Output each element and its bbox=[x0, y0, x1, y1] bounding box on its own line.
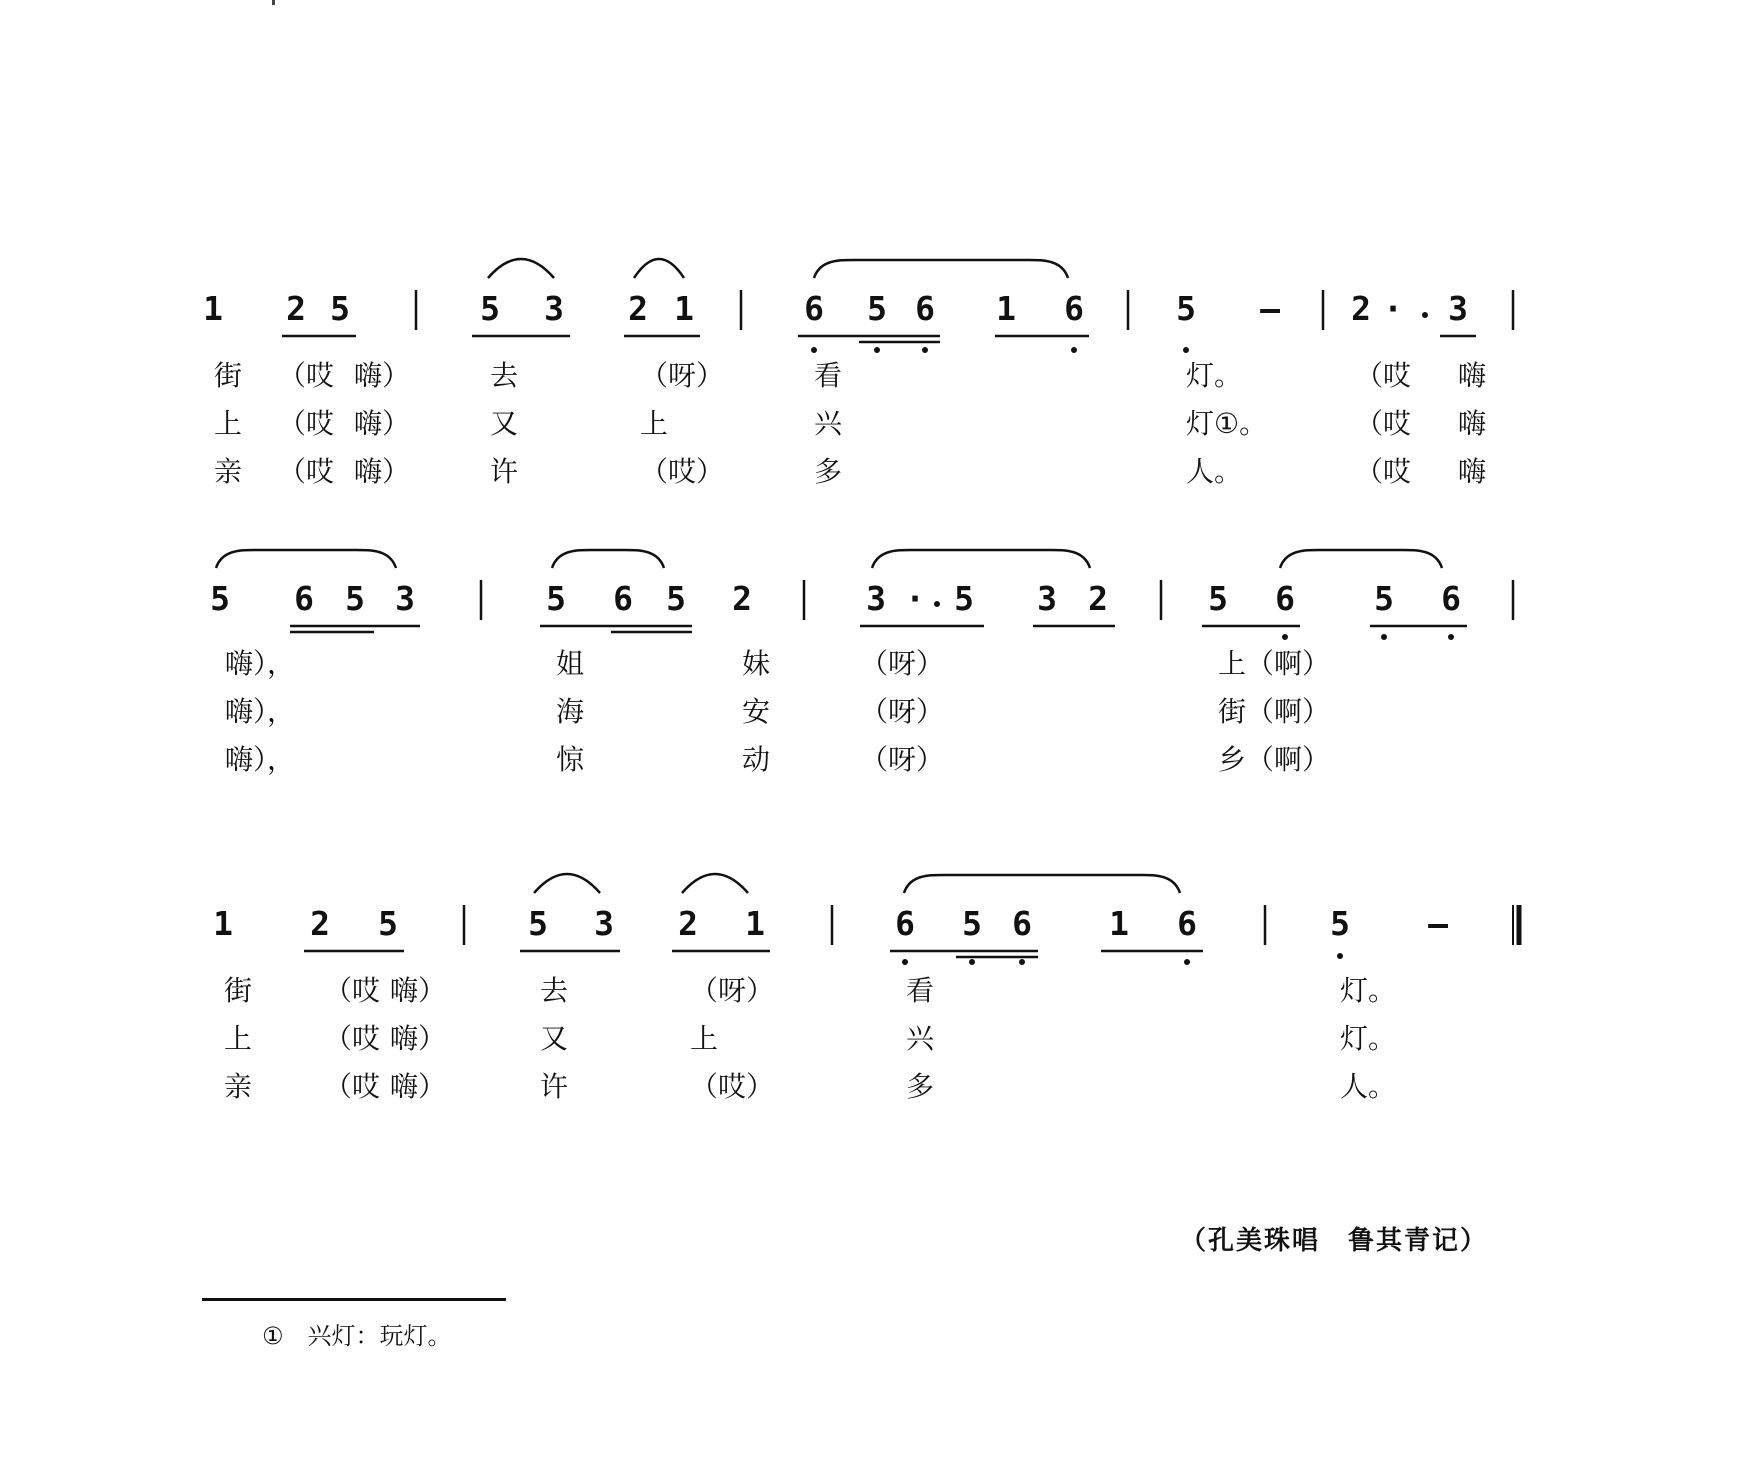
note-s2-m1-2: 6 bbox=[294, 579, 314, 618]
lyric-s1-m1-v1-3: 嗨） bbox=[354, 359, 411, 392]
note-s1-m4-1: 5 bbox=[1176, 289, 1196, 328]
slur-s1-m2-2 bbox=[634, 259, 684, 278]
lyric-s1-m2-v3-2: （哎） bbox=[640, 455, 725, 488]
note-s2-m4-3: 5 bbox=[1374, 579, 1394, 618]
lyric-s1-m5-v3-1: （哎 bbox=[1355, 455, 1412, 488]
note-s1-m4-2: – bbox=[1260, 289, 1280, 328]
low-octave-dot-s2-m4-2 bbox=[1381, 634, 1387, 640]
lyric-s2-m4-v1-1: 上（啊） bbox=[1218, 647, 1331, 680]
note-s2-m4-2: 6 bbox=[1275, 579, 1295, 618]
note-s1-m5-1: 2 bbox=[1351, 289, 1371, 328]
note-s3-m3-5: 6 bbox=[1177, 904, 1197, 943]
lyric-s1-m1-v2-1: 上 bbox=[214, 407, 243, 440]
low-octave-dot-s2-m4-3 bbox=[1448, 634, 1454, 640]
note-s2-m2-4: 2 bbox=[732, 579, 752, 618]
note-s1-m5-3: 3 bbox=[1448, 289, 1468, 328]
lyric-s2-m2-v3-2: 动 bbox=[742, 743, 771, 776]
lyric-s2-m1-v3-1: 嗨）， bbox=[225, 743, 296, 776]
lyric-s2-m3-v1-1: （呀） bbox=[860, 647, 945, 680]
lyric-s1-m2-v1-1: 去 bbox=[490, 359, 519, 392]
lyric-s1-m1-v1-1: 街 bbox=[214, 359, 243, 392]
lyric-s1-m2-v3-1: 许 bbox=[490, 455, 519, 488]
lyric-s1-m3-v3-1: 多 bbox=[814, 455, 843, 488]
note-s1-m3-4: 1 bbox=[996, 289, 1016, 328]
note-s2-m4-4: 6 bbox=[1441, 579, 1461, 618]
lyric-s1-m5-v3-2: 嗨 bbox=[1458, 455, 1487, 488]
credit-line: （孔美珠唱 鲁其青记） bbox=[1180, 1226, 1489, 1256]
low-octave-dot-s3-m3-1 bbox=[902, 959, 908, 965]
lyric-s3-m2-v2-1: 又 bbox=[540, 1022, 569, 1055]
phrase-slur-s2-m1-1 bbox=[216, 550, 396, 568]
note-s1-m1-3: 5 bbox=[330, 289, 350, 328]
lyric-s3-m1-v1-1: 街 bbox=[224, 974, 253, 1007]
lyric-s3-m1-v2-1: 上 bbox=[224, 1022, 253, 1055]
low-octave-dot-s2-m4-1 bbox=[1282, 634, 1288, 640]
note-s2-m2-3: 5 bbox=[666, 579, 686, 618]
lyric-s2-m1-v1-1: 嗨）， bbox=[225, 647, 296, 680]
lyric-s1-m3-v2-1: 兴 bbox=[814, 407, 843, 440]
low-octave-dot-s1-m3-4 bbox=[1071, 347, 1077, 353]
low-octave-dot-s3-m3-4 bbox=[1184, 959, 1190, 965]
lyric-s1-m3-v1-1: 看 bbox=[814, 359, 843, 392]
note-s2-m3-2: · bbox=[905, 579, 925, 618]
phrase-slur-s2-m3-1 bbox=[872, 550, 1090, 568]
lyric-s3-m2-v1-2: （呀） bbox=[690, 974, 775, 1007]
footnote: ① 兴灯：玩灯。 bbox=[262, 1322, 452, 1350]
note-s3-m2-4: 1 bbox=[745, 904, 765, 943]
lyric-s3-m3-v1-1: 看 bbox=[906, 974, 935, 1007]
augmentation-dot-s2-m3 bbox=[934, 601, 940, 607]
lyric-s2-m2-v1-2: 妹 bbox=[742, 647, 771, 680]
lyric-s2-m2-v2-2: 安 bbox=[742, 695, 771, 728]
note-s2-m4-1: 5 bbox=[1208, 579, 1228, 618]
lyric-s2-m3-v3-1: （呀） bbox=[860, 743, 945, 776]
lyric-s3-m2-v3-2: （哎） bbox=[690, 1070, 775, 1103]
lyric-s3-m1-v3-1: 亲 bbox=[224, 1070, 253, 1103]
note-s3-m1-2: 2 bbox=[310, 904, 330, 943]
note-s2-m3-4: 3 bbox=[1037, 579, 1057, 618]
note-s2-m3-5: 2 bbox=[1088, 579, 1108, 618]
low-octave-dot-s1-m3-3 bbox=[922, 347, 928, 353]
note-s3-m1-3: 5 bbox=[378, 904, 398, 943]
lyric-s1-m4-v2-1: 灯①。 bbox=[1186, 407, 1268, 440]
note-s1-m2-2: 3 bbox=[544, 289, 564, 328]
note-s1-m2-1: 5 bbox=[480, 289, 500, 328]
low-octave-dot-s1-m3-2 bbox=[874, 347, 880, 353]
note-s1-m3-5: 6 bbox=[1064, 289, 1084, 328]
note-s3-m4-2: – bbox=[1428, 904, 1448, 943]
note-s3-m2-1: 5 bbox=[528, 904, 548, 943]
lyric-s3-m3-v2-1: 兴 bbox=[906, 1022, 935, 1055]
note-s3-m1-1: 1 bbox=[213, 904, 233, 943]
low-octave-dot-s3-m3-3 bbox=[1019, 959, 1025, 965]
lyric-s2-m3-v2-1: （呀） bbox=[860, 695, 945, 728]
lyric-s3-m2-v1-1: 去 bbox=[540, 974, 569, 1007]
lyric-s3-m1-v1-2: （哎 bbox=[324, 974, 381, 1007]
phrase-slur-s3-m3-1 bbox=[904, 875, 1180, 893]
augmentation-dot-s1-m5 bbox=[1422, 312, 1428, 318]
lyric-s3-m1-v3-3: 嗨） bbox=[390, 1070, 447, 1103]
lyric-s1-m4-v3-1: 人。 bbox=[1186, 455, 1243, 488]
note-s2-m3-3: 5 bbox=[954, 579, 974, 618]
lyric-s2-m4-v3-1: 乡（啊） bbox=[1218, 743, 1331, 776]
slur-s3-m2-2 bbox=[682, 874, 748, 893]
note-s3-m3-2: 5 bbox=[962, 904, 982, 943]
note-s1-m2-3: 2 bbox=[628, 289, 648, 328]
lyric-s1-m5-v2-2: 嗨 bbox=[1458, 407, 1487, 440]
phrase-slur-s1-m3-1 bbox=[814, 260, 1068, 278]
lyric-s3-m2-v3-1: 许 bbox=[540, 1070, 569, 1103]
note-s2-m2-1: 5 bbox=[546, 579, 566, 618]
lyric-s3-m3-v3-1: 多 bbox=[906, 1070, 935, 1103]
low-octave-dot-s3-m4-1 bbox=[1337, 953, 1343, 959]
slur-s1-m2-1 bbox=[488, 259, 554, 278]
lyric-s1-m1-v2-2: （哎 bbox=[278, 407, 335, 440]
lyric-s3-m1-v2-3: 嗨） bbox=[390, 1022, 447, 1055]
lyric-s1-m4-v1-1: 灯。 bbox=[1186, 359, 1243, 392]
note-s1-m1-2: 2 bbox=[286, 289, 306, 328]
lyric-s1-m5-v2-1: （哎 bbox=[1355, 407, 1412, 440]
footnote-rule bbox=[202, 1298, 506, 1301]
lyric-s3-m4-v2-1: 灯。 bbox=[1340, 1022, 1397, 1055]
lyric-s3-m1-v2-2: （哎 bbox=[324, 1022, 381, 1055]
lyric-s1-m5-v1-2: 嗨 bbox=[1458, 359, 1487, 392]
lyric-s2-m2-v3-1: 惊 bbox=[556, 743, 585, 776]
lyric-s1-m2-v2-1: 又 bbox=[490, 407, 519, 440]
note-s3-m2-3: 2 bbox=[678, 904, 698, 943]
stray-mark bbox=[272, 0, 275, 5]
note-s3-m3-4: 1 bbox=[1109, 904, 1129, 943]
note-s1-m3-2: 5 bbox=[867, 289, 887, 328]
lyric-s1-m5-v1-1: （哎 bbox=[1355, 359, 1412, 392]
note-s3-m2-2: 3 bbox=[594, 904, 614, 943]
lyric-s1-m1-v1-2: （哎 bbox=[278, 359, 335, 392]
lyric-s3-m1-v3-2: （哎 bbox=[324, 1070, 381, 1103]
lyric-s1-m1-v3-1: 亲 bbox=[214, 455, 243, 488]
lyric-s1-m1-v3-2: （哎 bbox=[278, 455, 335, 488]
lyric-s1-m1-v3-3: 嗨） bbox=[354, 455, 411, 488]
phrase-slur-s2-m2-1 bbox=[552, 550, 664, 568]
note-s3-m3-3: 6 bbox=[1012, 904, 1032, 943]
lyric-s2-m2-v1-1: 姐 bbox=[556, 647, 585, 680]
lyric-s2-m2-v2-1: 海 bbox=[556, 695, 585, 728]
note-s1-m5-2: · bbox=[1383, 289, 1403, 328]
note-s2-m3-1: 3 bbox=[866, 579, 886, 618]
note-s1-m3-3: 6 bbox=[915, 289, 935, 328]
lyric-s2-m1-v2-1: 嗨）， bbox=[225, 695, 296, 728]
note-s3-m4-1: 5 bbox=[1330, 904, 1350, 943]
lyric-s3-m1-v1-3: 嗨） bbox=[390, 974, 447, 1007]
low-octave-dot-s1-m3-1 bbox=[811, 347, 817, 353]
phrase-slur-s2-m4-1 bbox=[1280, 550, 1442, 568]
lyric-s3-m2-v2-2: 上 bbox=[690, 1022, 719, 1055]
note-s2-m2-2: 6 bbox=[613, 579, 633, 618]
note-s3-m3-1: 6 bbox=[895, 904, 915, 943]
note-s2-m1-1: 5 bbox=[210, 579, 230, 618]
lyric-s1-m2-v1-2: （呀） bbox=[640, 359, 725, 392]
lyric-s1-m1-v2-3: 嗨） bbox=[354, 407, 411, 440]
slur-s3-m2-1 bbox=[534, 874, 600, 893]
lyric-s2-m4-v2-1: 街（啊） bbox=[1218, 695, 1331, 728]
note-s1-m1-1: 1 bbox=[203, 289, 223, 328]
lyric-s3-m4-v3-1: 人。 bbox=[1340, 1070, 1397, 1103]
note-s1-m3-1: 6 bbox=[804, 289, 824, 328]
note-s2-m1-3: 5 bbox=[345, 579, 365, 618]
note-s2-m1-4: 3 bbox=[395, 579, 415, 618]
low-octave-dot-s1-m4-1 bbox=[1183, 347, 1189, 353]
note-s1-m2-4: 1 bbox=[674, 289, 694, 328]
lyric-s1-m2-v2-2: 上 bbox=[640, 407, 669, 440]
low-octave-dot-s3-m3-2 bbox=[969, 959, 975, 965]
lyric-s3-m4-v1-1: 灯。 bbox=[1340, 974, 1397, 1007]
